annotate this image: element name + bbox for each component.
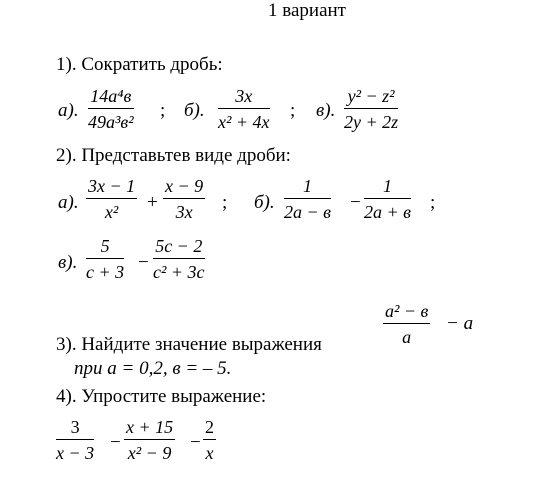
task2-c1-numerator: 5: [86, 235, 124, 259]
task2-c1-fraction: [86, 235, 124, 283]
task2-a2-fraction: [163, 175, 205, 223]
task2-a1-denominator: x²: [104, 202, 119, 222]
task2-b1-fraction: [284, 175, 331, 223]
task2-b2-fraction: [364, 175, 411, 223]
task2-c1-denominator: c + 3: [86, 262, 125, 282]
task3-expression-fraction: [383, 300, 430, 348]
task2-a1-fraction: [86, 175, 137, 223]
task3-heading: 3). Найдите значение выражения: [56, 334, 322, 355]
task1-b-numerator: 3x: [218, 85, 270, 109]
variant-title: 1 вариант: [268, 0, 346, 21]
task2-b-operator: −: [350, 192, 361, 213]
task3-expression-tail: − a: [446, 313, 474, 334]
task2-b-label: б).: [254, 192, 275, 213]
task3-expression-numerator: a² − в: [383, 300, 430, 324]
task4-fraction-1-denominator: x − 3: [56, 443, 95, 463]
task1-b-label: б).: [184, 100, 205, 121]
task1-c-denominator: 2y + 2z: [344, 112, 399, 132]
task2-a-sep: ;: [222, 192, 228, 213]
task1-a-fraction: [88, 85, 134, 133]
task3-expression-denominator: a: [402, 327, 412, 347]
task2-a1-numerator: 3x − 1: [86, 175, 137, 199]
task4-fraction-3-denominator: x: [205, 443, 214, 463]
task2-b-sep: ;: [430, 192, 436, 213]
task2-b1-numerator: 1: [284, 175, 331, 199]
task2-c-label: в).: [58, 252, 78, 273]
task1-c-fraction: [344, 85, 398, 133]
task2-b1-denominator: 2a − в: [284, 202, 331, 222]
task1-sep2: ;: [290, 100, 296, 121]
task1-a-label: а).: [58, 100, 79, 121]
task1-heading: 1). Сократить дробь:: [56, 54, 223, 75]
task4-fraction-2: [124, 416, 175, 464]
task4-fraction-1: [56, 416, 94, 464]
task2-c-operator: −: [138, 252, 149, 273]
task4-operator-2: −: [190, 432, 201, 453]
task1-b-fraction: [218, 85, 270, 133]
task1-a-numerator: 14a⁴в: [88, 85, 134, 109]
task2-b2-numerator: 1: [364, 175, 411, 199]
task4-operator-1: −: [110, 432, 121, 453]
task4-heading: 4). Упростите выражение:: [56, 386, 267, 407]
task3-given-values: при a = 0,2, в = – 5.: [74, 358, 232, 379]
task4-fraction-3: [203, 416, 216, 464]
task4-fraction-2-denominator: x² − 9: [127, 443, 172, 463]
task2-a-operator: +: [147, 192, 158, 213]
task4-fraction-2-numerator: x + 15: [124, 416, 175, 440]
task2-a2-numerator: x − 9: [163, 175, 205, 199]
task2-c2-numerator: 5c − 2: [153, 235, 205, 259]
task4-fraction-3-numerator: 2: [203, 416, 216, 440]
task2-c2-denominator: c² + 3c: [153, 262, 205, 282]
task2-heading: 2). Представьтев виде дроби:: [56, 145, 291, 166]
task2-a2-denominator: 3x: [175, 202, 193, 222]
task2-b2-denominator: 2a + в: [364, 202, 411, 222]
task1-c-label: в).: [316, 100, 336, 121]
task1-b-denominator: x² + 4x: [218, 112, 270, 132]
task4-fraction-1-numerator: 3: [56, 416, 94, 440]
task1-a-denominator: 49a³в²: [88, 112, 134, 132]
task2-a-label: а).: [58, 192, 79, 213]
task2-c2-fraction: [153, 235, 205, 283]
task1-sep1: ;: [160, 100, 166, 121]
task1-c-numerator: y² − z²: [344, 85, 398, 109]
